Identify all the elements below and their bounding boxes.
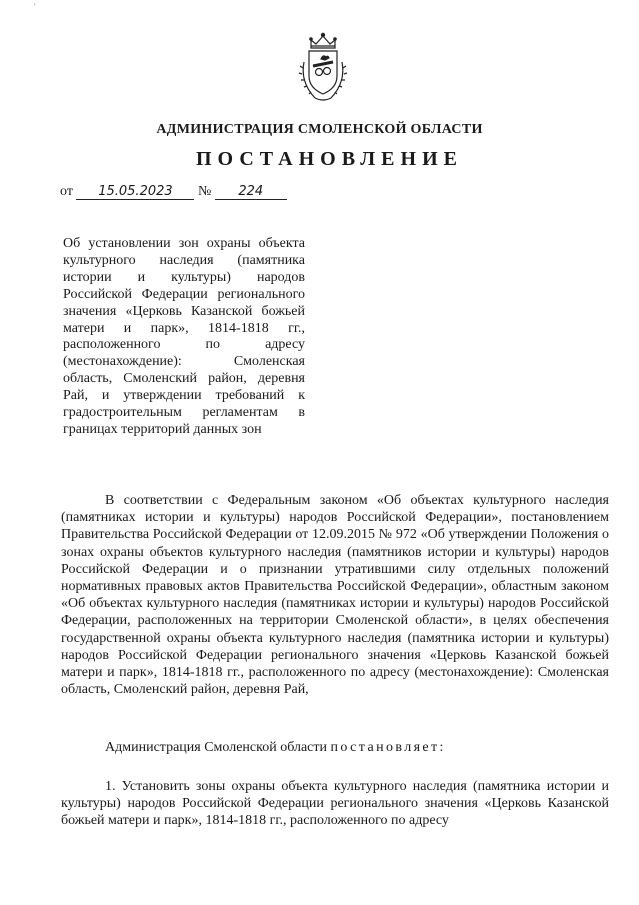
- date-prefix: от: [60, 184, 73, 199]
- resolution-subject: Администрация Смоленской области: [105, 740, 328, 755]
- corner-mark: ': [34, 2, 36, 12]
- clause-1-paragraph: [61, 778, 609, 830]
- clause-1-text: 1. Установить зоны охраны объекта культурного наследия (памятника истории и культуры) народов Российской Федерации регионального значения «Церковь Казанской божьей матери и парк», 1814-1818 гг., расположенного по адресу: [61, 779, 609, 829]
- smolensk-coat-of-arms-icon: [295, 32, 351, 104]
- document-date: 15.05.2023: [76, 185, 194, 200]
- resolution-verb: постановляет:: [330, 740, 446, 755]
- number-label: №: [197, 184, 212, 199]
- document-number: 224: [215, 185, 287, 200]
- document-subject: Об установлении зон охраны объекта культурного наследия (памятника истории и культуры) народов Российской Федерации регионального значения «Церковь Казанской божьей матери и парк», 1814-1818 гг., расположенного по адресу (местонахождение): Смоленская область, Смоленский район, деревня Рай, и утверждении требований к градостроительным регламентам в границах территорий данных зон: [63, 236, 305, 437]
- preamble-text: В соответствии с Федеральным законом «Об объектах культурного наследия (памятниках истории и культуры) народов Российской Федерации», постановлением Правительства Российской Федерации от 12.09.2015 № 972 «Об утверждении Положения о зонах охраны объектов культурного наследия (памятников истории и культуры) народов Российской Федерации и о признании утратившими силу отдельных положений нормативных правовых актов Правительства Российской Федерации», областным законом «Об объектах культурного наследия (памятниках истории и культуры) народов Российской Федерации, расположенных на территории Смоленской области», в целях обеспечения государственной охраны объекта культурного наследия (памятника истории и культуры) народов Российской Федерации регионального значения «Церковь Казанской божьей матери и парк», 1814-1818 гг., расположенного по адресу (местонахождение): Смоленская область, Смоленский район, деревня Рай,: [61, 493, 609, 698]
- date-number-line: [60, 184, 287, 200]
- preamble-paragraph: [61, 492, 609, 698]
- document-type-title: ПОСТАНОВЛЕНИЕ: [196, 148, 463, 170]
- organization-name: АДМИНИСТРАЦИЯ СМОЛЕНСКОЙ ОБЛАСТИ: [156, 122, 483, 137]
- resolution-paragraph: [61, 739, 609, 756]
